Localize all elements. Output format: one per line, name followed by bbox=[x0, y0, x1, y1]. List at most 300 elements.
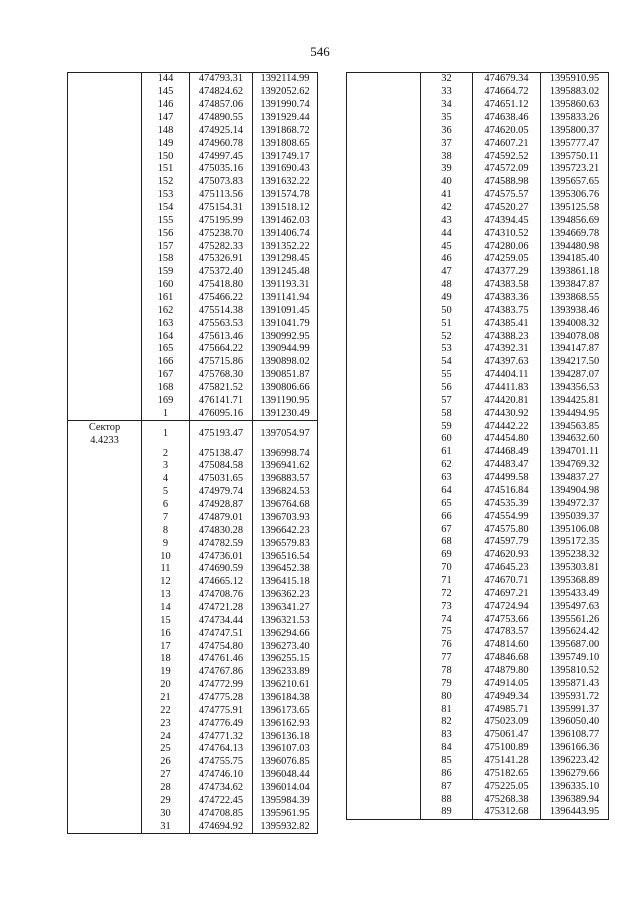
sector-cell bbox=[68, 756, 142, 769]
sector-cell bbox=[68, 563, 142, 576]
table-row bbox=[347, 99, 609, 112]
table-row bbox=[68, 460, 318, 473]
y-coordinate-cell: 1391929.44 bbox=[253, 112, 318, 125]
point-number-cell: 20 bbox=[142, 679, 190, 692]
x-coordinate-cell: 475035.16 bbox=[190, 163, 253, 176]
sector-cell bbox=[68, 627, 142, 640]
point-number-cell: 51 bbox=[421, 317, 473, 330]
y-coordinate-cell: 1395497.63 bbox=[541, 600, 609, 613]
sector-cell bbox=[347, 716, 421, 729]
x-coordinate-cell: 474890.55 bbox=[190, 112, 253, 125]
table-row bbox=[347, 407, 609, 420]
x-coordinate-cell: 475073.83 bbox=[190, 176, 253, 189]
sector-cell bbox=[68, 794, 142, 807]
point-number-cell: 33 bbox=[421, 86, 473, 99]
y-coordinate-cell: 1391245.48 bbox=[253, 266, 318, 279]
table-row bbox=[347, 510, 609, 523]
table-row bbox=[68, 807, 318, 820]
x-coordinate-cell: 474722.45 bbox=[190, 794, 253, 807]
point-number-cell: 25 bbox=[142, 743, 190, 756]
x-coordinate-cell: 475466.22 bbox=[190, 292, 253, 305]
sector-cell bbox=[68, 769, 142, 782]
table-row bbox=[68, 279, 318, 292]
point-number-cell: 32 bbox=[421, 73, 473, 86]
sector-cell bbox=[68, 743, 142, 756]
y-coordinate-cell: 1395750.11 bbox=[541, 150, 609, 163]
y-coordinate-cell: 1391749.17 bbox=[253, 150, 318, 163]
point-number-cell: 87 bbox=[421, 780, 473, 793]
point-number-cell: 75 bbox=[421, 626, 473, 639]
table-row bbox=[347, 587, 609, 600]
point-number-cell: 39 bbox=[421, 163, 473, 176]
x-coordinate-cell: 475100.89 bbox=[473, 742, 541, 755]
table-row bbox=[68, 653, 318, 666]
y-coordinate-cell: 1396824.53 bbox=[253, 486, 318, 499]
table-row bbox=[68, 447, 318, 460]
y-coordinate-cell: 1396415.18 bbox=[253, 576, 318, 589]
table-row bbox=[347, 459, 609, 472]
sector-cell bbox=[347, 343, 421, 356]
y-coordinate-cell: 1391808.65 bbox=[253, 137, 318, 150]
point-number-cell: 40 bbox=[421, 176, 473, 189]
point-number-cell: 73 bbox=[421, 600, 473, 613]
point-number-cell: 55 bbox=[421, 369, 473, 382]
table-row bbox=[68, 356, 318, 369]
table-row bbox=[68, 692, 318, 705]
y-coordinate-cell: 1395860.63 bbox=[541, 99, 609, 112]
x-coordinate-cell: 474520.27 bbox=[473, 202, 541, 215]
x-coordinate-cell: 474772.99 bbox=[190, 679, 253, 692]
table-row bbox=[68, 394, 318, 407]
sector-cell bbox=[68, 602, 142, 615]
y-coordinate-cell: 1394480.98 bbox=[541, 240, 609, 253]
point-number-cell: 69 bbox=[421, 549, 473, 562]
y-coordinate-cell: 1391868.72 bbox=[253, 124, 318, 137]
y-coordinate-cell: 1391141.94 bbox=[253, 292, 318, 305]
point-number-cell: 26 bbox=[142, 756, 190, 769]
point-number-cell: 12 bbox=[142, 576, 190, 589]
sector-cell bbox=[347, 253, 421, 266]
x-coordinate-cell: 475138.47 bbox=[190, 447, 253, 460]
point-number-cell: 145 bbox=[142, 86, 190, 99]
sector-cell bbox=[68, 820, 142, 833]
sector-cell bbox=[347, 755, 421, 768]
y-coordinate-cell: 1396255.15 bbox=[253, 653, 318, 666]
point-number-cell: 146 bbox=[142, 99, 190, 112]
x-coordinate-cell: 474824.62 bbox=[190, 86, 253, 99]
x-coordinate-cell: 474679.34 bbox=[473, 73, 541, 86]
table-row bbox=[347, 677, 609, 690]
x-coordinate-cell: 475613.46 bbox=[190, 330, 253, 343]
y-coordinate-cell: 1394856.69 bbox=[541, 214, 609, 227]
point-number-cell: 23 bbox=[142, 717, 190, 730]
point-number-cell: 155 bbox=[142, 214, 190, 227]
x-coordinate-cell: 474575.57 bbox=[473, 189, 541, 202]
sector-cell bbox=[347, 677, 421, 690]
table-row bbox=[68, 679, 318, 692]
y-coordinate-cell: 1394356.53 bbox=[541, 382, 609, 395]
y-coordinate-cell: 1393847.87 bbox=[541, 279, 609, 292]
sector-cell bbox=[347, 176, 421, 189]
sector-cell bbox=[68, 240, 142, 253]
sector-cell bbox=[347, 793, 421, 806]
sector-cell bbox=[68, 279, 142, 292]
point-number-cell: 83 bbox=[421, 729, 473, 742]
y-coordinate-cell: 1396294.66 bbox=[253, 627, 318, 640]
table-row bbox=[68, 576, 318, 589]
x-coordinate-cell: 474979.74 bbox=[190, 486, 253, 499]
point-number-cell: 78 bbox=[421, 665, 473, 678]
sector-cell bbox=[68, 112, 142, 125]
table-row bbox=[68, 704, 318, 717]
sector-cell bbox=[347, 587, 421, 600]
x-coordinate-cell: 475821.52 bbox=[190, 382, 253, 395]
point-number-cell: 16 bbox=[142, 627, 190, 640]
y-coordinate-cell: 1394494.95 bbox=[541, 407, 609, 420]
table-row bbox=[347, 369, 609, 382]
table-row bbox=[347, 806, 609, 819]
x-coordinate-cell: 474620.05 bbox=[473, 124, 541, 137]
table-row bbox=[347, 549, 609, 562]
x-coordinate-cell: 474592.52 bbox=[473, 150, 541, 163]
table-row bbox=[68, 202, 318, 215]
sector-cell bbox=[68, 253, 142, 266]
y-coordinate-cell: 1395657.65 bbox=[541, 176, 609, 189]
sector-cell bbox=[347, 356, 421, 369]
sector-cell bbox=[347, 665, 421, 678]
x-coordinate-cell: 474985.71 bbox=[473, 703, 541, 716]
x-coordinate-cell: 474420.81 bbox=[473, 394, 541, 407]
y-coordinate-cell: 1396233.89 bbox=[253, 666, 318, 679]
y-coordinate-cell: 1396076.85 bbox=[253, 756, 318, 769]
y-coordinate-cell: 1395433.49 bbox=[541, 587, 609, 600]
point-number-cell: 27 bbox=[142, 769, 190, 782]
x-coordinate-cell: 474388.23 bbox=[473, 330, 541, 343]
sector-cell bbox=[68, 704, 142, 717]
sector-cell bbox=[68, 330, 142, 343]
x-coordinate-cell: 475372.40 bbox=[190, 266, 253, 279]
x-coordinate-cell: 474857.06 bbox=[190, 99, 253, 112]
sector-cell bbox=[68, 407, 142, 420]
point-number-cell: 3 bbox=[142, 460, 190, 473]
x-coordinate-cell: 474708.76 bbox=[190, 589, 253, 602]
point-number-cell: 43 bbox=[421, 214, 473, 227]
point-number-cell: 48 bbox=[421, 279, 473, 292]
sector-cell bbox=[347, 189, 421, 202]
point-number-cell: 35 bbox=[421, 112, 473, 125]
y-coordinate-cell: 1395931.72 bbox=[541, 690, 609, 703]
y-coordinate-cell: 1396516.54 bbox=[253, 550, 318, 563]
sector-cell bbox=[68, 807, 142, 820]
x-coordinate-cell: 474928.87 bbox=[190, 499, 253, 512]
y-coordinate-cell: 1391091.45 bbox=[253, 304, 318, 317]
point-number-cell: 21 bbox=[142, 692, 190, 705]
sector-cell bbox=[68, 189, 142, 202]
y-coordinate-cell: 1395871.43 bbox=[541, 677, 609, 690]
table-row bbox=[347, 317, 609, 330]
y-coordinate-cell: 1391193.31 bbox=[253, 279, 318, 292]
table-row bbox=[68, 473, 318, 486]
point-number-cell: 19 bbox=[142, 666, 190, 679]
point-number-cell: 151 bbox=[142, 163, 190, 176]
x-coordinate-cell: 475268.38 bbox=[473, 793, 541, 806]
coordinates-table-left bbox=[67, 72, 318, 834]
x-coordinate-cell: 475664.22 bbox=[190, 343, 253, 356]
table-row bbox=[68, 421, 318, 448]
x-coordinate-cell: 474383.36 bbox=[473, 292, 541, 305]
sector-cell bbox=[347, 742, 421, 755]
point-number-cell: 84 bbox=[421, 742, 473, 755]
y-coordinate-cell: 1395777.47 bbox=[541, 137, 609, 150]
y-coordinate-cell: 1391352.22 bbox=[253, 240, 318, 253]
y-coordinate-cell: 1396173.65 bbox=[253, 704, 318, 717]
sector-cell bbox=[347, 150, 421, 163]
x-coordinate-cell: 474670.71 bbox=[473, 575, 541, 588]
point-number-cell: 148 bbox=[142, 124, 190, 137]
y-coordinate-cell: 1395238.32 bbox=[541, 549, 609, 562]
table-row bbox=[68, 486, 318, 499]
x-coordinate-cell: 474454.80 bbox=[473, 433, 541, 446]
table-row bbox=[347, 343, 609, 356]
table-row bbox=[347, 562, 609, 575]
sector-cell bbox=[68, 782, 142, 795]
y-coordinate-cell: 1396335.10 bbox=[541, 780, 609, 793]
table-row bbox=[68, 602, 318, 615]
x-coordinate-cell: 474793.31 bbox=[190, 73, 253, 86]
table-row bbox=[68, 99, 318, 112]
y-coordinate-cell: 1396389.94 bbox=[541, 793, 609, 806]
y-coordinate-cell: 1395172.35 bbox=[541, 536, 609, 549]
y-coordinate-cell: 1396279.66 bbox=[541, 767, 609, 780]
y-coordinate-cell: 1395833.26 bbox=[541, 112, 609, 125]
sector-cell bbox=[347, 780, 421, 793]
y-coordinate-cell: 1395932.82 bbox=[253, 820, 318, 833]
point-number-cell: 38 bbox=[421, 150, 473, 163]
sector-cell bbox=[347, 394, 421, 407]
sector-cell bbox=[347, 202, 421, 215]
table-row bbox=[68, 382, 318, 395]
point-number-cell: 163 bbox=[142, 317, 190, 330]
point-number-cell: 22 bbox=[142, 704, 190, 717]
x-coordinate-cell: 475113.56 bbox=[190, 189, 253, 202]
y-coordinate-cell: 1396362.23 bbox=[253, 589, 318, 602]
table-row bbox=[347, 163, 609, 176]
point-number-cell: 46 bbox=[421, 253, 473, 266]
point-number-cell: 160 bbox=[142, 279, 190, 292]
x-coordinate-cell: 474638.46 bbox=[473, 112, 541, 125]
x-coordinate-cell: 474753.66 bbox=[473, 613, 541, 626]
point-number-cell: 41 bbox=[421, 189, 473, 202]
table-row bbox=[347, 575, 609, 588]
sector-cell bbox=[347, 304, 421, 317]
table-row bbox=[347, 729, 609, 742]
sector-cell bbox=[347, 613, 421, 626]
x-coordinate-cell: 474468.49 bbox=[473, 446, 541, 459]
y-coordinate-cell: 1394632.60 bbox=[541, 433, 609, 446]
point-number-cell: 154 bbox=[142, 202, 190, 215]
point-number-cell: 165 bbox=[142, 343, 190, 356]
y-coordinate-cell: 1395039.37 bbox=[541, 510, 609, 523]
y-coordinate-cell: 1394287.07 bbox=[541, 369, 609, 382]
x-coordinate-cell: 474535.39 bbox=[473, 497, 541, 510]
x-coordinate-cell: 474925.14 bbox=[190, 124, 253, 137]
point-number-cell: 28 bbox=[142, 782, 190, 795]
y-coordinate-cell: 1395883.02 bbox=[541, 86, 609, 99]
x-coordinate-cell: 474814.60 bbox=[473, 639, 541, 652]
x-coordinate-cell: 474430.92 bbox=[473, 407, 541, 420]
point-number-cell: 18 bbox=[142, 653, 190, 666]
x-coordinate-cell: 474914.05 bbox=[473, 677, 541, 690]
y-coordinate-cell: 1390992.95 bbox=[253, 330, 318, 343]
x-coordinate-cell: 475141.28 bbox=[473, 755, 541, 768]
y-coordinate-cell: 1396108.77 bbox=[541, 729, 609, 742]
sector-cell bbox=[68, 460, 142, 473]
table-row bbox=[347, 202, 609, 215]
sector-cell bbox=[347, 214, 421, 227]
table-row bbox=[347, 176, 609, 189]
sector-cell bbox=[68, 266, 142, 279]
point-number-cell: 60 bbox=[421, 433, 473, 446]
point-number-cell: 162 bbox=[142, 304, 190, 317]
table-row bbox=[347, 613, 609, 626]
point-number-cell: 24 bbox=[142, 730, 190, 743]
table-row bbox=[68, 782, 318, 795]
sector-cell bbox=[68, 124, 142, 137]
point-number-cell: 161 bbox=[142, 292, 190, 305]
table-row bbox=[68, 292, 318, 305]
point-number-cell: 144 bbox=[142, 73, 190, 86]
x-coordinate-cell: 474411.83 bbox=[473, 382, 541, 395]
sector-cell bbox=[68, 717, 142, 730]
sector-cell bbox=[347, 292, 421, 305]
x-coordinate-cell: 474775.91 bbox=[190, 704, 253, 717]
table-row bbox=[347, 472, 609, 485]
point-number-cell: 169 bbox=[142, 394, 190, 407]
point-number-cell: 2 bbox=[142, 447, 190, 460]
y-coordinate-cell: 1395800.37 bbox=[541, 124, 609, 137]
table-row bbox=[347, 292, 609, 305]
point-number-cell: 15 bbox=[142, 614, 190, 627]
point-number-cell: 153 bbox=[142, 189, 190, 202]
x-coordinate-cell: 474721.28 bbox=[190, 602, 253, 615]
y-coordinate-cell: 1396443.95 bbox=[541, 806, 609, 819]
sector-cell bbox=[68, 486, 142, 499]
point-number-cell: 52 bbox=[421, 330, 473, 343]
x-coordinate-cell: 474499.58 bbox=[473, 472, 541, 485]
x-coordinate-cell: 474554.99 bbox=[473, 510, 541, 523]
y-coordinate-cell: 1395961.95 bbox=[253, 807, 318, 820]
y-coordinate-cell: 1394837.27 bbox=[541, 472, 609, 485]
sector-cell bbox=[347, 626, 421, 639]
sector-cell bbox=[68, 292, 142, 305]
point-number-cell: 9 bbox=[142, 537, 190, 550]
table-row bbox=[68, 730, 318, 743]
table-row bbox=[347, 227, 609, 240]
sector-cell bbox=[68, 666, 142, 679]
table-row bbox=[347, 536, 609, 549]
x-coordinate-cell: 475326.91 bbox=[190, 253, 253, 266]
sector-cell bbox=[68, 730, 142, 743]
point-number-cell: 89 bbox=[421, 806, 473, 819]
sector-cell bbox=[347, 86, 421, 99]
y-coordinate-cell: 1393868.55 bbox=[541, 292, 609, 305]
point-number-cell: 11 bbox=[142, 563, 190, 576]
y-coordinate-cell: 1394425.81 bbox=[541, 394, 609, 407]
table-row bbox=[68, 73, 318, 86]
y-coordinate-cell: 1395723.21 bbox=[541, 163, 609, 176]
table-row bbox=[347, 137, 609, 150]
sector-cell bbox=[347, 369, 421, 382]
point-number-cell: 64 bbox=[421, 485, 473, 498]
x-coordinate-cell: 474588.98 bbox=[473, 176, 541, 189]
sector-cell bbox=[347, 497, 421, 510]
sector-cell bbox=[68, 640, 142, 653]
y-coordinate-cell: 1393861.18 bbox=[541, 266, 609, 279]
sector-cell bbox=[68, 214, 142, 227]
table-row bbox=[68, 266, 318, 279]
sector-cell bbox=[347, 382, 421, 395]
y-coordinate-cell: 1394078.08 bbox=[541, 330, 609, 343]
sector-cell bbox=[68, 202, 142, 215]
table-row bbox=[347, 780, 609, 793]
y-coordinate-cell: 1395687.00 bbox=[541, 639, 609, 652]
x-coordinate-cell: 474782.59 bbox=[190, 537, 253, 550]
point-number-cell: 164 bbox=[142, 330, 190, 343]
table-row bbox=[347, 112, 609, 125]
table-row bbox=[347, 626, 609, 639]
sector-cell bbox=[347, 472, 421, 485]
sector-cell: Сектор 4.4233 bbox=[68, 421, 142, 448]
y-coordinate-cell: 1391190.95 bbox=[253, 394, 318, 407]
y-coordinate-cell: 1394769.32 bbox=[541, 459, 609, 472]
y-coordinate-cell: 1396223.42 bbox=[541, 755, 609, 768]
x-coordinate-cell: 475768.30 bbox=[190, 369, 253, 382]
point-number-cell: 167 bbox=[142, 369, 190, 382]
table-row bbox=[68, 343, 318, 356]
y-coordinate-cell: 1391230.49 bbox=[253, 407, 318, 420]
table-row bbox=[68, 304, 318, 317]
page-number: 546 bbox=[310, 44, 330, 59]
point-number-cell: 5 bbox=[142, 486, 190, 499]
x-coordinate-cell: 474645.23 bbox=[473, 562, 541, 575]
sector-cell bbox=[347, 433, 421, 446]
x-coordinate-cell: 474734.44 bbox=[190, 614, 253, 627]
y-coordinate-cell: 1396579.83 bbox=[253, 537, 318, 550]
x-coordinate-cell: 474997.45 bbox=[190, 150, 253, 163]
y-coordinate-cell: 1395991.37 bbox=[541, 703, 609, 716]
y-coordinate-cell: 1395368.89 bbox=[541, 575, 609, 588]
table-row bbox=[347, 600, 609, 613]
table-row bbox=[68, 369, 318, 382]
table-row bbox=[347, 253, 609, 266]
table-row bbox=[68, 537, 318, 550]
table-row bbox=[347, 86, 609, 99]
table-row bbox=[68, 614, 318, 627]
sector-cell bbox=[68, 550, 142, 563]
y-coordinate-cell: 1392114.99 bbox=[253, 73, 318, 86]
sector-cell bbox=[68, 537, 142, 550]
sector-cell bbox=[68, 150, 142, 163]
y-coordinate-cell: 1390806.66 bbox=[253, 382, 318, 395]
x-coordinate-cell: 474949.34 bbox=[473, 690, 541, 703]
sector-cell bbox=[68, 653, 142, 666]
x-coordinate-cell: 474690.59 bbox=[190, 563, 253, 576]
y-coordinate-cell: 1396048.44 bbox=[253, 769, 318, 782]
x-coordinate-cell: 475061.47 bbox=[473, 729, 541, 742]
table-row bbox=[68, 627, 318, 640]
x-coordinate-cell: 474761.46 bbox=[190, 653, 253, 666]
point-number-cell: 31 bbox=[142, 820, 190, 833]
